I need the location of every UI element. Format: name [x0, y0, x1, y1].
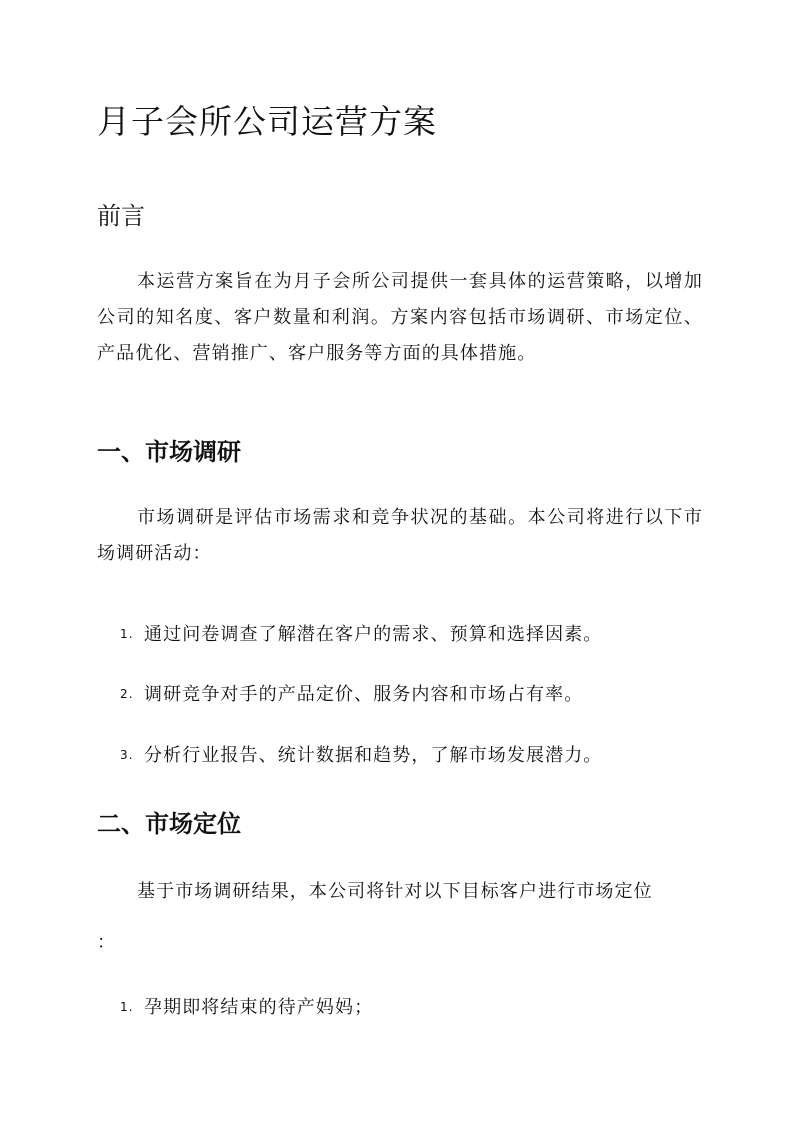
list-item: [120, 620, 602, 646]
list-number: 1.: [120, 627, 134, 641]
preface-paragraph: 本运营方案旨在为月子会所公司提供一套具体的运营策略，以增加公司的知名度、客户数量和利润。方案内容包括市场调研、市场定位、产品优化、营销推广、客户服务等方面的具体措施。: [97, 271, 703, 364]
list-text: 孕期即将结束的待产妈妈；: [144, 997, 374, 1018]
list-text: 通过问卷调查了解潜在客户的需求、预算和选择因素。: [144, 624, 603, 645]
section-heading-market-research: 一、市场调研: [97, 438, 241, 466]
list-number: 2.: [120, 687, 134, 701]
list-text: 调研竞争对手的产品定价、服务内容和市场占有率。: [144, 684, 584, 705]
list-text: 分析行业报告、统计数据和趋势，了解市场发展潜力。: [144, 745, 603, 766]
list-number: 3.: [120, 748, 134, 762]
list-item: [120, 741, 602, 767]
document-title: 月子会所公司运营方案: [97, 102, 437, 141]
section-heading-preface: 前言: [97, 202, 145, 230]
list-item: [120, 680, 583, 706]
section-heading-market-positioning: 二、市场定位: [97, 810, 241, 838]
list-item: [120, 993, 373, 1019]
trailing-colon: ：: [97, 932, 115, 953]
market-research-paragraph: 市场调研是评估市场需求和竞争状况的基础。本公司将进行以下市场调研活动：: [97, 507, 703, 564]
market-positioning-paragraph: 基于市场调研结果，本公司将针对以下目标客户进行市场定位: [137, 881, 653, 902]
list-number: 1.: [120, 1000, 134, 1014]
